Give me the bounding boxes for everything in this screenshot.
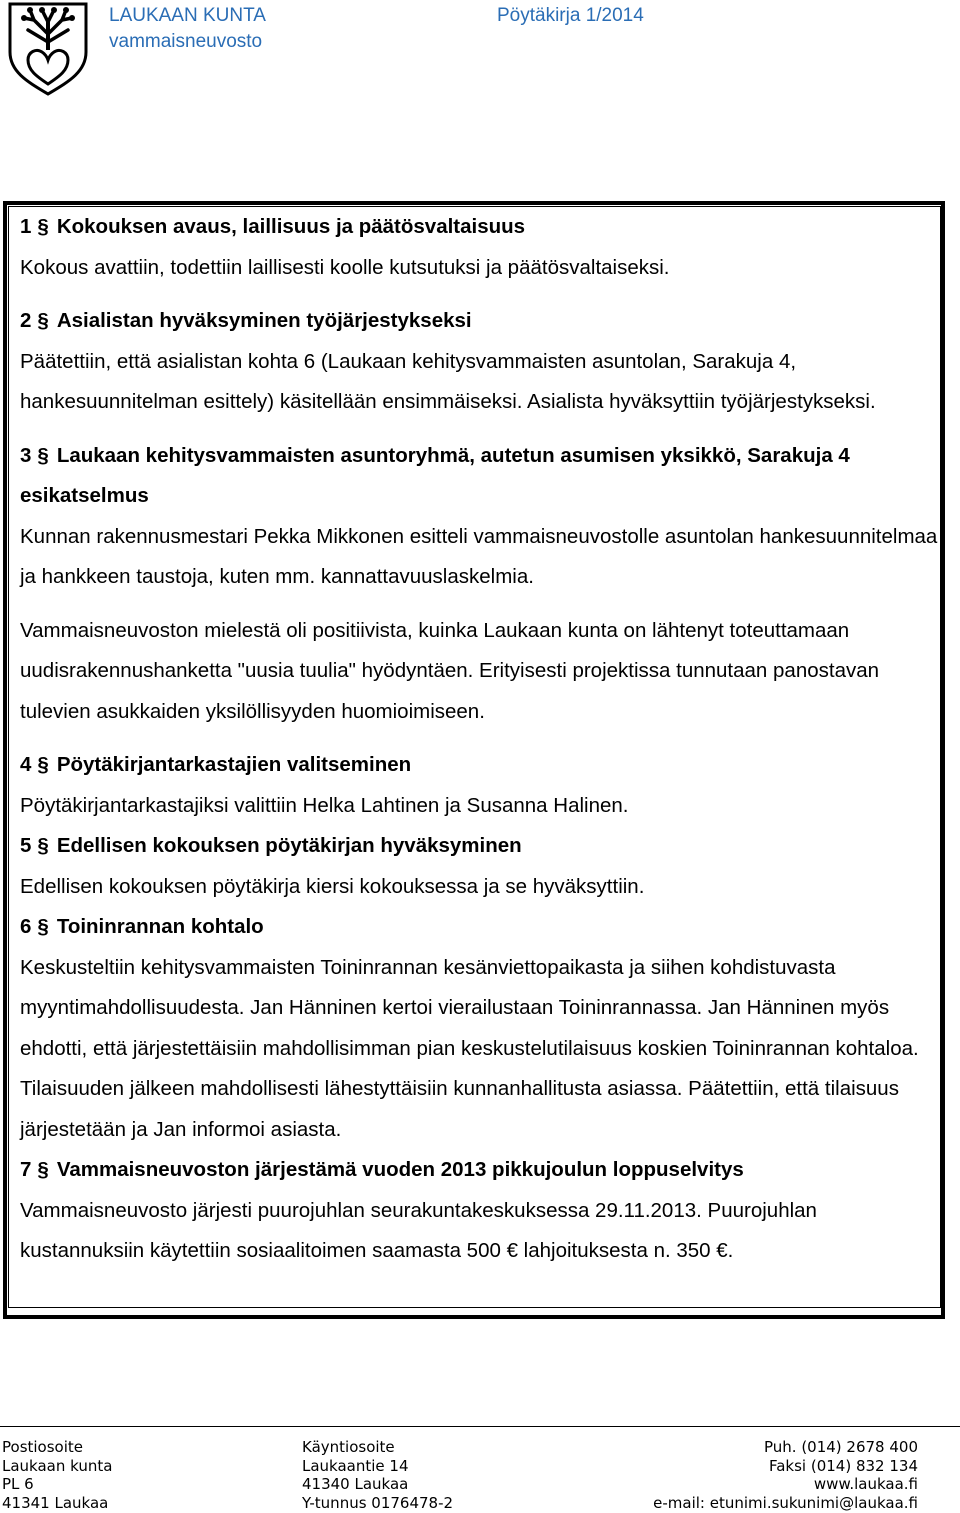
section-7: [20, 1150, 944, 1272]
section-symbol: §: [37, 309, 49, 332]
section-paragraph: Pöytäkirjantarkastajiksi valittiin Helka Lahtinen ja Susanna Halinen.: [20, 793, 629, 817]
section-number: 1: [20, 215, 32, 238]
section-number: 6: [20, 915, 32, 938]
section-title: Toininrannan kohtalo: [56, 915, 264, 938]
section-title: Vammaisneuvoston järjestämä vuoden 2013 pikkujoulun loppuselvitys: [56, 1158, 744, 1181]
section-paragraph: Vammaisneuvosto järjesti puurojuhlan seurakuntakeskuksessa 29.11.2013. Puurojuhlan kustannuksiin käytettiin sosiaalitoimen saamasta 500 € lahjoituksesta n. 350 €.: [20, 1198, 817, 1262]
footer-line: Laukaan kunta: [2, 1456, 113, 1475]
minutes-box-inner: [8, 206, 941, 1308]
footer-line: PL 6: [2, 1475, 34, 1494]
section-number: 7: [20, 1158, 32, 1181]
section-paragraph: Päätettiin, että asialistan kohta 6 (Laukaan kehitysvammaisten asuntolan, Sarakuja 4, hankesuunnitelman esittely) käsitellään ensimmäiseksi. Asialista hyväksyttiin työjärjestykseksi.: [20, 349, 876, 413]
footer-line: Y-tunnus 0176478-2: [302, 1494, 454, 1513]
section-number: 3: [20, 443, 32, 467]
section-title: Laukaan kehitysvammaisten asuntoryhmä, autetun asumisen yksikkö, Sarakuja 4 esikatselmus: [20, 443, 850, 507]
section-heading: [20, 207, 944, 248]
section-title: Edellisen kokouksen pöytäkirjan hyväksyminen: [56, 834, 522, 857]
section-symbol: §: [37, 1158, 49, 1181]
section-4: [20, 745, 944, 826]
laukaa-coat-of-arms-icon: [6, 0, 90, 96]
section-title: Asialistan hyväksyminen työjärjestykseksi: [56, 309, 472, 332]
section-number: 4: [20, 753, 32, 776]
section-heading: [20, 907, 944, 948]
section-6: [20, 907, 944, 1150]
section-number: 5: [20, 834, 32, 857]
section-heading: [20, 745, 944, 786]
page-footer: [0, 1426, 960, 1512]
section-3: [20, 436, 944, 733]
footer-fax: Faksi (014) 832 134: [768, 1456, 918, 1475]
minutes-content: [20, 207, 944, 1272]
section-symbol: §: [37, 443, 49, 467]
organization-name: LAUKAAN KUNTA: [109, 5, 266, 26]
section-paragraph: Edellisen kokouksen pöytäkirja kiersi kokouksessa ja se hyväksyttiin.: [20, 874, 645, 898]
footer-line: Laukaantie 14: [302, 1456, 409, 1475]
section-paragraph: Vammaisneuvoston mielestä oli positiivista, kuinka Laukaan kunta on lähtenyt toteuttamaan uudisrakennushanketta "uusia tuulia" hyödyntäen. Erityisesti projektissa tunnutaan panostavan tulevien asukkaiden yksilöllisyyden huomioimiseen.: [20, 618, 880, 723]
section-heading: [20, 301, 944, 342]
section-number: 2: [20, 309, 32, 332]
document-title: Pöytäkirja 1/2014: [497, 5, 644, 26]
section-paragraph: Kokous avattiin, todettiin laillisesti koolle kutsutuksi ja päätösvaltaiseksi.: [20, 255, 670, 279]
footer-contact: [653, 1438, 918, 1513]
organization-unit: vammaisneuvosto: [109, 31, 263, 52]
section-paragraph: Keskusteltiin kehitysvammaisten Toininrannan kesänviettopaikasta ja siihen kohdistuvasta myyntimahdollisuudesta. Jan Hänninen kertoi vierailustaan Toininrannassa. Jan Hänninen myös ehdotti, että järjestettäisiin mahdollisimman pian keskustelutilaisuus koskien Toininrannan kohtaloa. Tilaisuuden jälkeen mahdollisesti lähestyttäisiin kunnanhallitusta asiassa. Päätettiin, että tilaisuus järjestetään ja Jan informoi asiasta.: [20, 955, 919, 1141]
section-heading: [20, 1150, 944, 1191]
footer-label: Postiosoite: [2, 1438, 83, 1456]
section-2: [20, 301, 944, 423]
section-title: Kokouksen avaus, laillisuus ja päätösvaltaisuus: [56, 215, 526, 238]
footer-email-link[interactable]: e-mail: etunimi.sukunimi@laukaa.fi: [653, 1494, 918, 1513]
organization-header: [109, 3, 266, 55]
footer-line: 41340 Laukaa: [302, 1475, 409, 1494]
footer-website-link[interactable]: www.laukaa.fi: [813, 1475, 918, 1494]
minutes-box: [3, 201, 945, 1319]
section-5: [20, 826, 944, 907]
section-symbol: §: [37, 834, 49, 857]
footer-postal-address: [2, 1438, 112, 1513]
footer-label: Käyntiosoite: [302, 1438, 395, 1456]
section-paragraph: Kunnan rakennusmestari Pekka Mikkonen esitteli vammaisneuvostolle asuntolan hankesuunnitelmaa ja hankkeen taustoja, kuten mm. kannattavuuslaskelmia.: [20, 524, 938, 588]
footer-line: 41341 Laukaa: [2, 1494, 109, 1513]
section-symbol: §: [37, 753, 49, 776]
footer-phone: Puh. (014) 2678 400: [763, 1438, 918, 1456]
footer-visiting-address: [302, 1438, 453, 1513]
document-header: [497, 3, 644, 29]
section-1: [20, 207, 944, 288]
section-symbol: §: [37, 915, 49, 938]
section-title: Pöytäkirjantarkastajien valitseminen: [56, 753, 412, 776]
section-heading: [20, 826, 944, 867]
section-heading: [20, 436, 944, 517]
section-symbol: §: [37, 215, 49, 238]
